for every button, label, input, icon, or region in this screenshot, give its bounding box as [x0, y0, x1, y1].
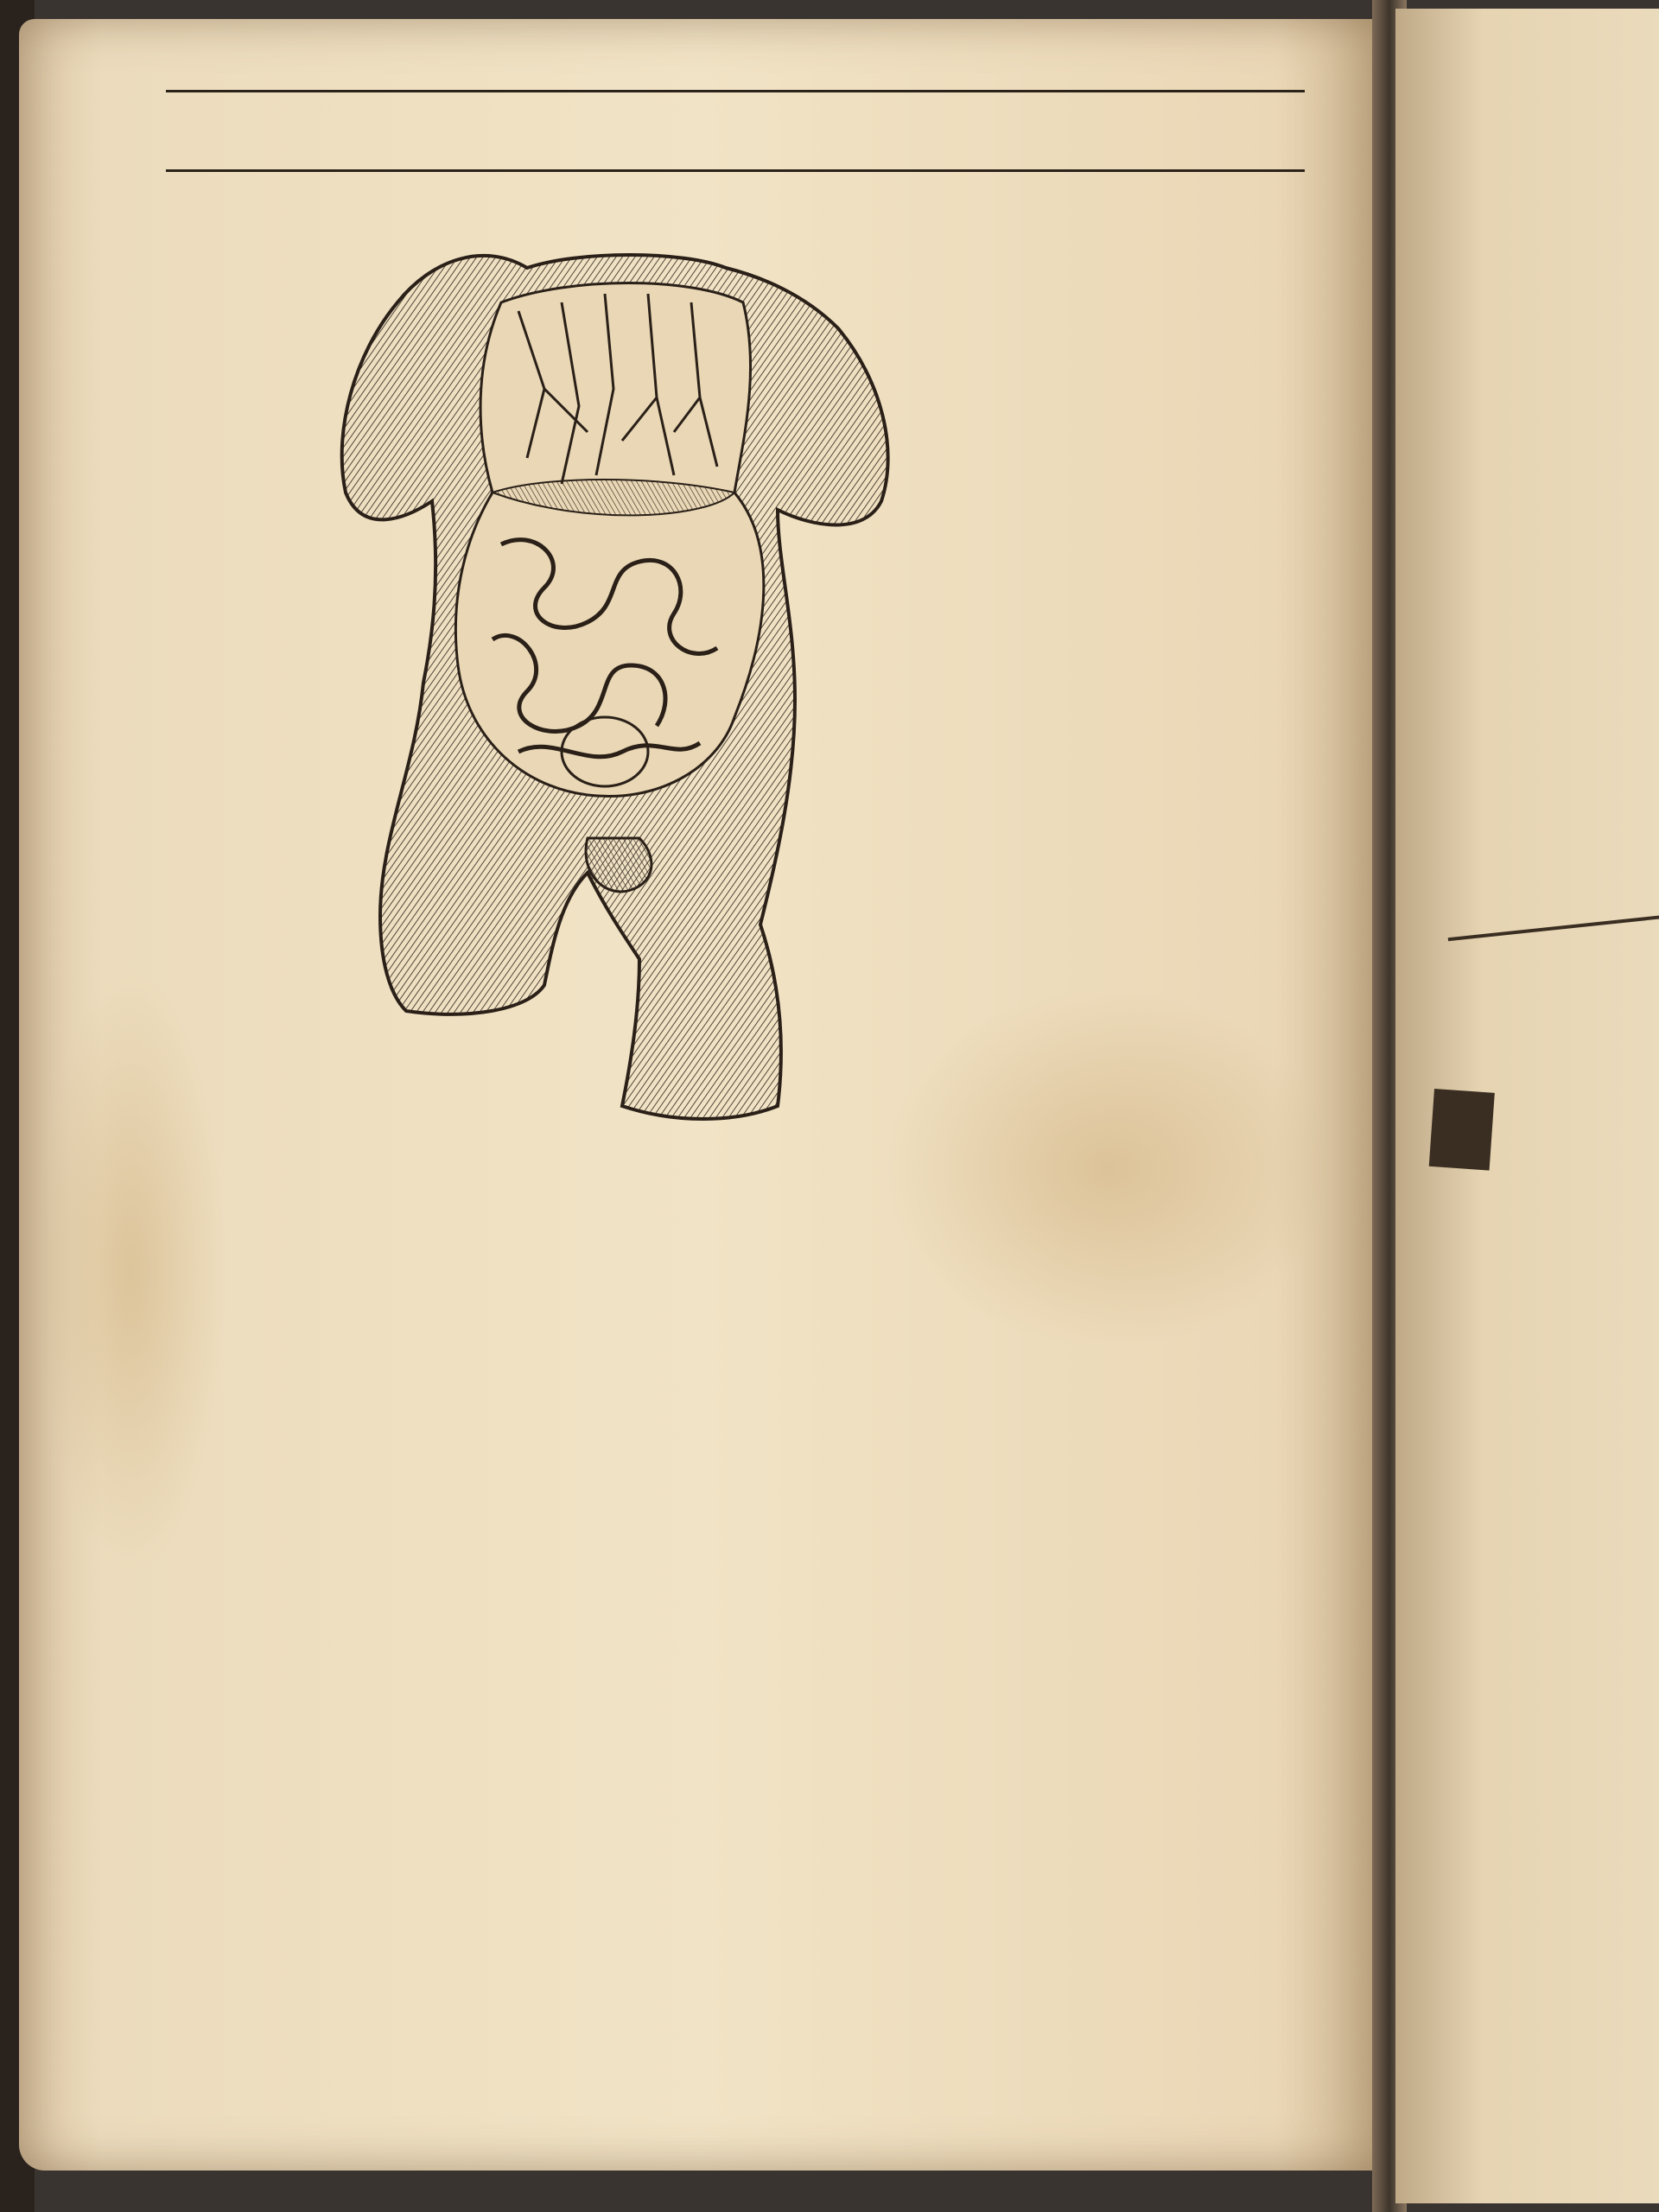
paper-stain: [883, 987, 1332, 1350]
paper-stain: [36, 969, 226, 1574]
facing-page: [1395, 9, 1659, 2203]
drop-capital: [1429, 1089, 1495, 1171]
facing-page-top-text: [1395, 271, 1625, 631]
header-rule-top: [166, 90, 1305, 92]
header-rule-bottom: [166, 169, 1305, 172]
facing-page-paragraph: [1429, 1089, 1659, 1191]
anatomical-torso-figure: [328, 233, 916, 1132]
facing-page-rule: [1448, 908, 1659, 941]
